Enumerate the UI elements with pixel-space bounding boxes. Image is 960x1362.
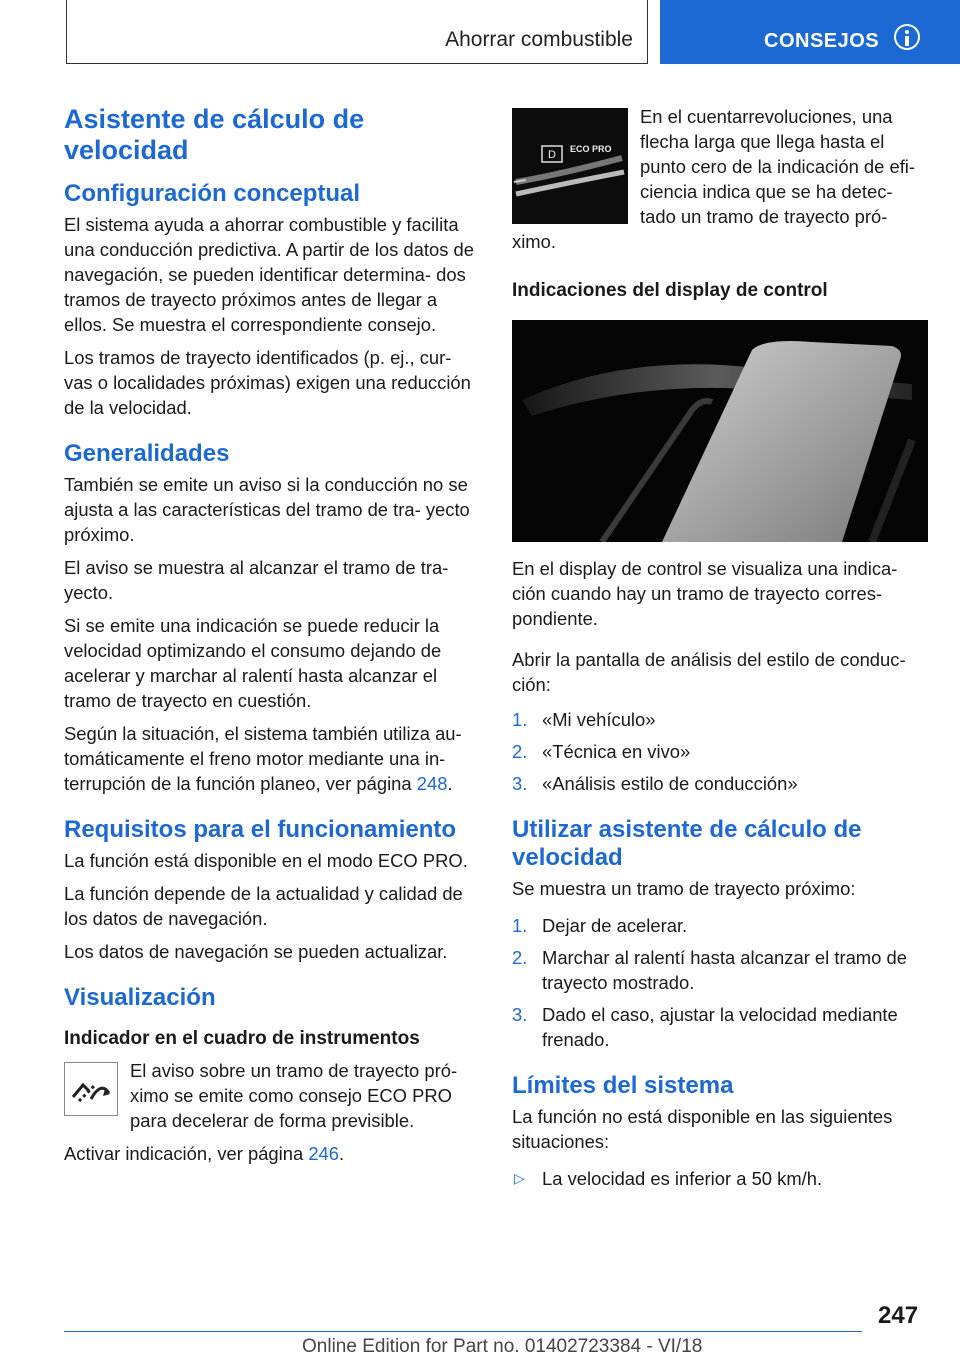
requirements-paragraph-1: La función está disponible en el modo ECO PRO.: [64, 850, 468, 871]
use-intro: Se muestra un tramo de trayecto próximo:: [512, 878, 856, 899]
general-paragraph-4: [64, 721, 480, 796]
info-icon: [894, 24, 920, 50]
display-paragraph-2: [64, 1141, 480, 1166]
general-paragraph-4-text: Según la situación, el sistema también utiliza au‐ tomáticamente el freno motor mediante una in‐ terrupción de la función planeo, ver página: [64, 723, 462, 794]
control-display-paragraph-1: En el display de control se visualiza una indica‐ ción cuando hay un tramo de trayecto corres‐ pondiente.: [512, 558, 898, 629]
list-number: 1.: [512, 709, 528, 730]
footer-rule: [64, 1331, 862, 1332]
limits-list: [512, 1166, 930, 1191]
list-item: [512, 1166, 930, 1191]
display-paragraph-1: El aviso sobre un tramo de trayecto pró‐ ximo se emite como consejo ECO PRO para decelerar de forma previsible.: [130, 1060, 458, 1131]
list-item-text: Marchar al ralentí hasta alcanzar el tramo de trayecto mostrado.: [542, 947, 907, 993]
control-display-image: [512, 320, 928, 542]
concept-paragraph-2: Los tramos de trayecto identificados (p. ej., cur‐ vas o localidades próximas) exigen una reducción de la velocidad.: [64, 347, 471, 418]
header-chapter-tab: [660, 0, 960, 64]
list-number: 2.: [512, 741, 528, 762]
limits-intro: La función no está disponible en las siguientes situaciones:: [512, 1106, 893, 1152]
header-section-box: [66, 0, 648, 64]
list-item-text: Dejar de acelerar.: [542, 915, 688, 936]
display-paragraph-2-text: Activar indicación, ver página: [64, 1143, 309, 1164]
list-item: [512, 945, 930, 995]
eco-pro-label: ECO PRO: [570, 144, 612, 154]
general-paragraph-3: Si se emite una indicación se puede reducir la velocidad optimizando el consumo dejando de acelerar y marchar al ralentí hasta alcanzar el tramo de trayecto en cuestión.: [64, 615, 442, 711]
list-item-text: «Técnica en vivo»: [542, 741, 691, 762]
list-item: [512, 1002, 930, 1052]
heading-display: Visualización: [64, 984, 216, 1011]
list-number: 2.: [512, 947, 528, 968]
requirements-paragraph-3: Los datos de navegación se pueden actualizar.: [64, 941, 448, 962]
list-item-text: «Mi vehículo»: [542, 709, 656, 730]
subheading-control-display: Indicaciones del display de control: [512, 280, 828, 301]
heading-concept: Configuración conceptual: [64, 180, 361, 207]
control-display-paragraph-2: Abrir la pantalla de análisis del estilo de conduc‐ ción:: [512, 649, 906, 695]
page-number: 247: [878, 1302, 919, 1329]
list-number: 3.: [512, 773, 528, 794]
list-item-text: La velocidad es inferior a 50 km/h.: [542, 1168, 823, 1189]
right-column: [512, 104, 930, 1198]
gauge-description: En el cuentarrevoluciones, una flecha larga que llega hasta el punto cero de la indicación de efi‐ ciencia indica que se ha detec‐ tado un tramo de trayecto pró‐ ximo.: [512, 106, 916, 252]
tachometer-gauge-image: [512, 108, 628, 224]
list-number: 3.: [512, 1004, 528, 1025]
triangle-bullet-icon: ▷: [514, 1170, 525, 1186]
use-steps-list: [512, 913, 930, 1052]
general-paragraph-4-end: .: [447, 773, 453, 794]
heading-general: Generalidades: [64, 440, 230, 467]
curve-warning-icon: [64, 1062, 118, 1116]
chapter-title: CONSEJOS: [764, 30, 880, 52]
heading-system-limits: Límites del sistema: [512, 1072, 734, 1099]
general-paragraph-1: También se emite un aviso si la conducción no se ajusta a las características del tramo de tra‐ yecto próximo.: [64, 474, 470, 545]
heading-requirements: Requisitos para el funcionamiento: [64, 816, 457, 843]
menu-path-list: [512, 707, 930, 796]
subheading-instrument-cluster: Indicador en el cuadro de instrumentos: [64, 1028, 420, 1049]
page-link-248[interactable]: 248: [416, 773, 448, 794]
gear-label: D: [548, 149, 556, 161]
list-item: [512, 707, 930, 732]
heading-use-assistant: Utilizar asistente de cálculo de velocidad: [512, 816, 862, 871]
requirements-paragraph-2: La función depende de la actualidad y calidad de los datos de navegación.: [64, 883, 463, 929]
list-number: 1.: [512, 915, 528, 936]
list-item: [512, 913, 930, 938]
list-item: [512, 739, 930, 764]
page-link-246[interactable]: 246: [308, 1143, 340, 1164]
general-paragraph-2: El aviso se muestra al alcanzar el tramo de tra‐ yecto.: [64, 557, 449, 603]
list-item-text: «Análisis estilo de conducción»: [542, 773, 798, 794]
page-title: Asistente de cálculo de velocidad: [64, 104, 365, 165]
section-title: Ahorrar combustible: [445, 28, 633, 51]
display-paragraph-2-end: .: [339, 1143, 345, 1164]
list-item: [512, 771, 930, 796]
list-item-text: Dado el caso, ajustar la velocidad mediante frenado.: [542, 1004, 898, 1050]
footer-edition: Online Edition for Part no. 01402723384 - VI/18: [302, 1336, 703, 1357]
concept-paragraph-1: El sistema ayuda a ahorrar combustible y facilita una conducción predictiva. A partir de los datos de navegación, se pueden identificar determina‐ dos tramos de trayecto próximos antes de llegar a ellos. Se muestra el correspondiente consejo.: [64, 214, 474, 335]
left-column: [64, 104, 480, 1174]
